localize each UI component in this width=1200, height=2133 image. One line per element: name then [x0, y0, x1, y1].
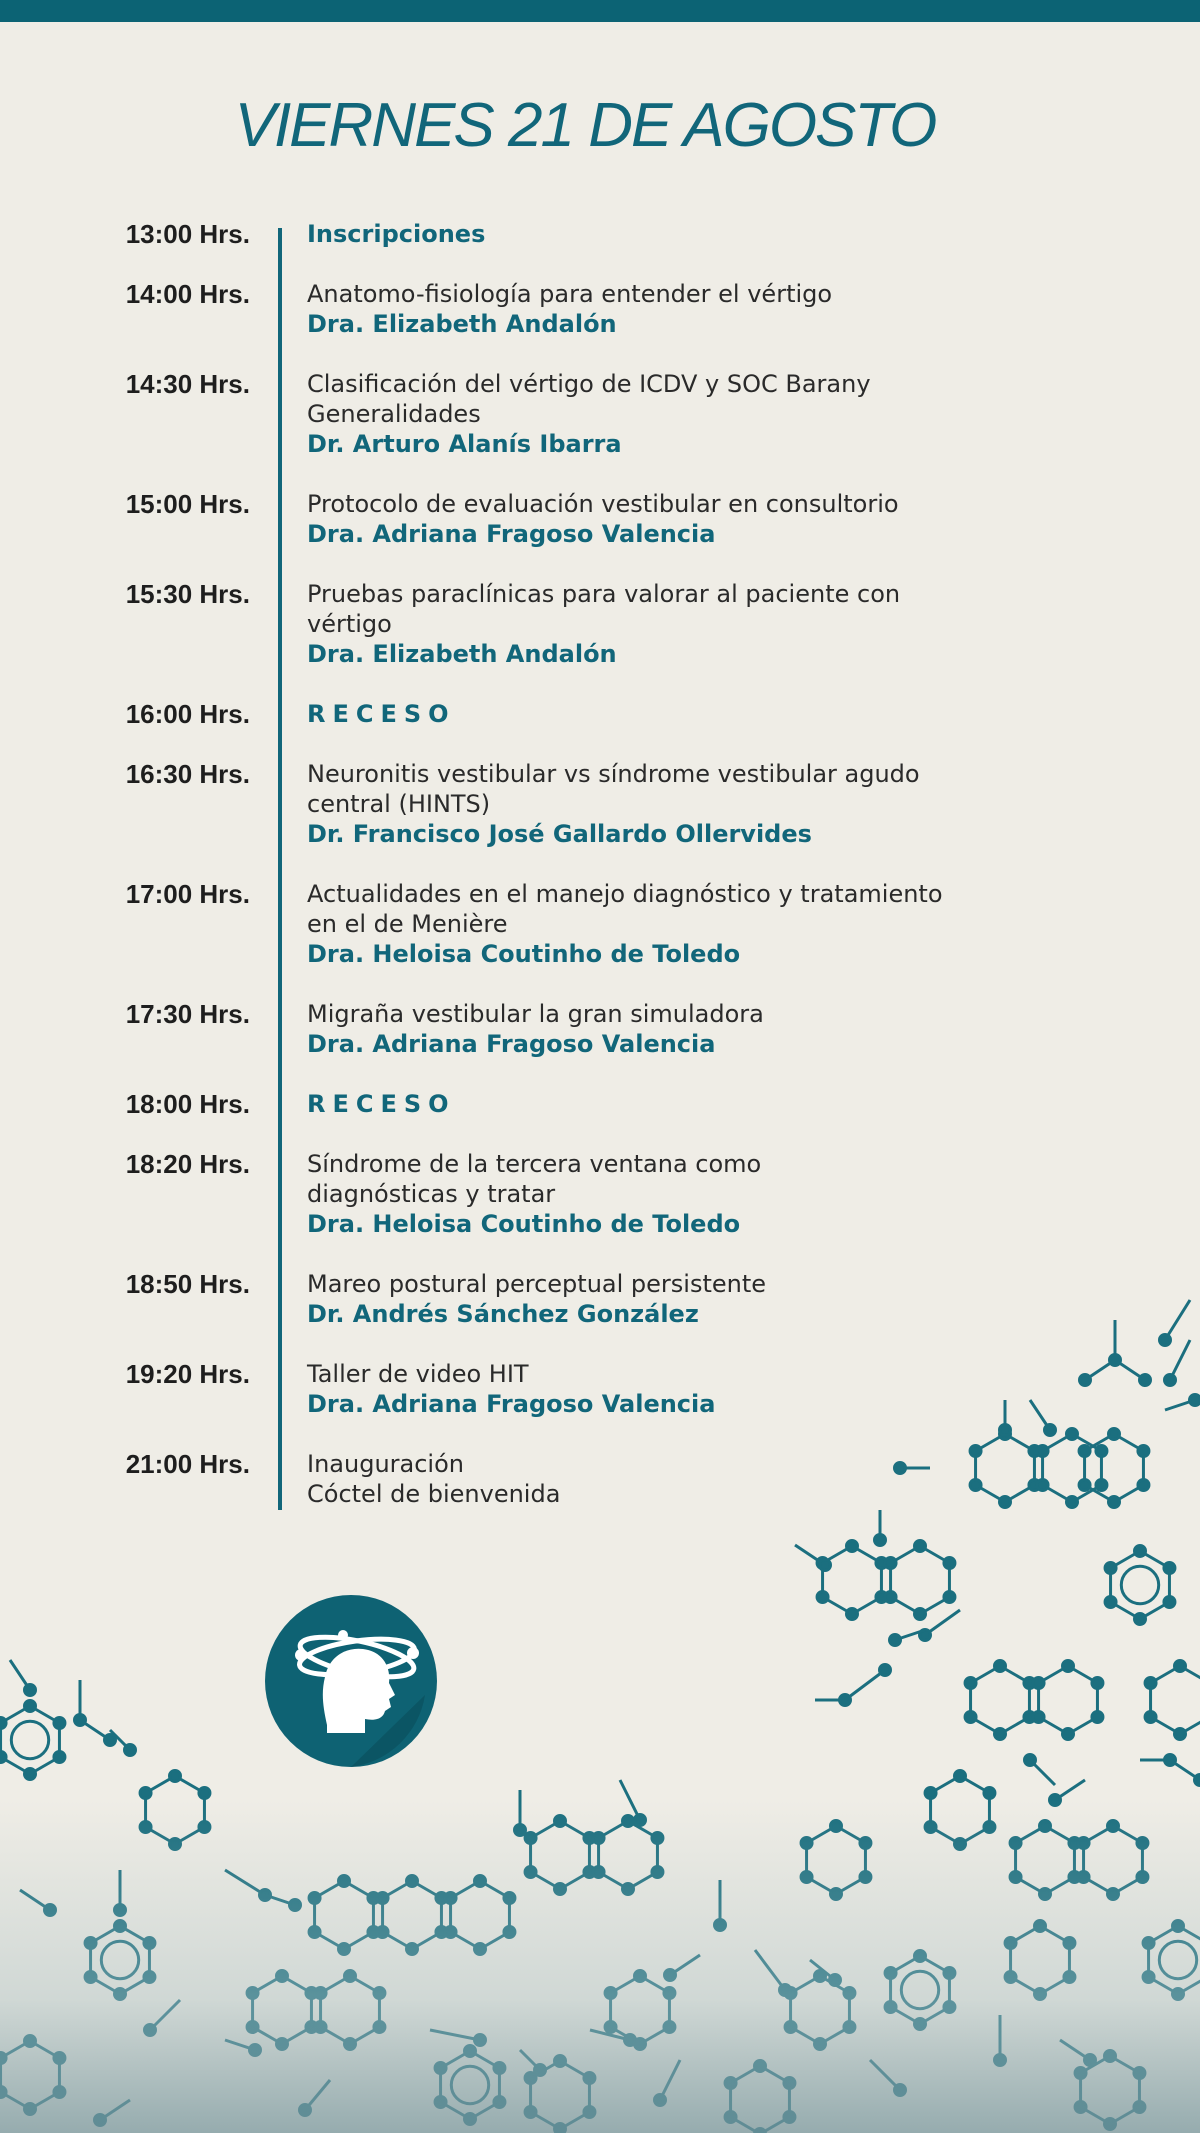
schedule-topic: diagnósticas y tratar: [307, 1180, 556, 1208]
receso-label: RECESO: [307, 700, 456, 728]
schedule-topic: Inauguración: [307, 1450, 464, 1478]
molecule-atom: [199, 1788, 210, 1799]
molecule-atom: [140, 1788, 151, 1799]
molecule-atom: [1092, 1678, 1103, 1689]
molecule-atom: [1092, 1712, 1103, 1723]
schedule-speaker: Dra. Heloisa Coutinho de Toledo: [307, 940, 741, 968]
schedule-time: 18:00 Hrs.: [125, 1089, 250, 1119]
schedule-item: [307, 1149, 1167, 1239]
schedule-time: 13:00 Hrs.: [125, 219, 250, 249]
molecule-atom: [915, 1609, 926, 1620]
molecule-atom: [965, 1678, 976, 1689]
molecule-atom: [885, 1558, 896, 1569]
molecule-atom: [25, 1685, 36, 1696]
schedule-time: 16:30 Hrs.: [125, 759, 250, 789]
schedule-topic: Mareo postural perceptual persistente: [307, 1270, 767, 1298]
schedule-topic: Actualidades en el manejo diagnóstico y tratamiento: [307, 880, 943, 908]
molecule-atom: [1164, 1563, 1175, 1574]
molecule-atom: [1025, 1755, 1036, 1766]
molecule-atom: [1145, 1712, 1156, 1723]
molecule-atom: [1033, 1678, 1044, 1689]
molecule-atom: [847, 1609, 858, 1620]
molecule-atom: [25, 1769, 36, 1780]
schedule-topic: Síndrome de la tercera ventana como: [307, 1150, 762, 1178]
schedule-item: [307, 489, 1167, 549]
molecule-atom: [995, 1661, 1006, 1672]
molecule-atom: [817, 1592, 828, 1603]
molecule-atom: [1135, 1614, 1146, 1625]
schedule-item: [307, 219, 1167, 249]
schedule-time: 18:50 Hrs.: [125, 1269, 250, 1299]
molecule-inner-ring: [11, 1721, 48, 1758]
molecule-atom: [25, 1701, 36, 1712]
schedule-topic: Generalidades: [307, 400, 481, 428]
schedule-item: [307, 1269, 1167, 1329]
timeline-divider: [278, 228, 282, 1510]
molecule-atom: [1033, 1712, 1044, 1723]
schedule-topic: Taller de video HIT: [307, 1360, 529, 1388]
molecule-atom: [984, 1788, 995, 1799]
schedule-speaker: Dr. Andrés Sánchez González: [307, 1300, 699, 1328]
molecule-atom: [944, 1558, 955, 1569]
schedule-time: 14:30 Hrs.: [125, 369, 250, 399]
molecule-atom: [890, 1635, 901, 1646]
schedule-speaker: Dra. Adriana Fragoso Valencia: [307, 1030, 716, 1058]
molecule-atom: [1175, 1729, 1186, 1740]
schedule-item: [307, 1089, 1167, 1119]
schedule-item: [307, 369, 1167, 459]
molecule-bond: [845, 1670, 885, 1700]
molecule-atom: [1175, 1661, 1186, 1672]
schedule-topic: central (HINTS): [307, 790, 491, 818]
molecule-atom: [1145, 1678, 1156, 1689]
schedule-speaker: Dr. Francisco José Gallardo Ollervides: [307, 820, 812, 848]
molecule-atom: [1105, 1597, 1116, 1608]
schedule-time: 17:30 Hrs.: [125, 999, 250, 1029]
schedule-topic: vértigo: [307, 610, 392, 638]
molecule-atom: [0, 1718, 6, 1729]
molecule-atom: [880, 1665, 891, 1676]
schedule-item: [307, 879, 1167, 969]
molecule-atom: [820, 1560, 831, 1571]
schedule-topic: Migraña vestibular la gran simuladora: [307, 1000, 764, 1028]
page-title: VIERNES 21 DE AGOSTO: [234, 91, 936, 160]
schedule-time: 16:00 Hrs.: [125, 699, 250, 729]
molecule-atom: [1063, 1661, 1074, 1672]
schedule-item: [307, 279, 1167, 339]
molecule-atom: [170, 1771, 181, 1782]
molecule-inner-ring: [1121, 1566, 1158, 1603]
schedule-time: 15:00 Hrs.: [125, 489, 250, 519]
molecule-atom: [1164, 1597, 1175, 1608]
schedule-item: [307, 999, 1167, 1059]
molecule-atom: [125, 1745, 136, 1756]
schedule-topic: Pruebas paraclínicas para valorar al paciente con: [307, 580, 901, 608]
molecule-atom: [0, 1752, 6, 1763]
schedule-topic: Clasificación del vértigo de ICDV y SOC Barany: [307, 370, 871, 398]
schedule-topic: Protocolo de evaluación vestibular en consultorio: [307, 490, 899, 518]
bottom-fade: [0, 1800, 1200, 2133]
schedule-time: 17:00 Hrs.: [125, 879, 250, 909]
schedule-time: 21:00 Hrs.: [125, 1449, 250, 1479]
molecule-atom: [995, 1729, 1006, 1740]
receso-label: RECESO: [307, 1090, 456, 1118]
schedule-speaker: Dra. Elizabeth Andalón: [307, 310, 617, 338]
molecule-atom: [944, 1592, 955, 1603]
schedule-speaker: Dra. Adriana Fragoso Valencia: [307, 1390, 716, 1418]
molecule-atom: [54, 1718, 65, 1729]
molecule-atom: [105, 1735, 116, 1746]
schedule-time: 14:00 Hrs.: [125, 279, 250, 309]
molecule-atom: [955, 1771, 966, 1782]
schedule-topic: Anatomo-fisiología para entender el vértigo: [307, 280, 833, 308]
schedule-topic: Neuronitis vestibular vs síndrome vestibular agudo: [307, 760, 920, 788]
molecule-atom: [1063, 1729, 1074, 1740]
molecule-atom: [925, 1788, 936, 1799]
schedule-time: 19:20 Hrs.: [125, 1359, 250, 1389]
schedule-speaker: Dra. Adriana Fragoso Valencia: [307, 520, 716, 548]
molecule-atom: [54, 1752, 65, 1763]
schedule-topic: en el de Menière: [307, 910, 508, 938]
schedule-speaker: Dra. Heloisa Coutinho de Toledo: [307, 1210, 741, 1238]
schedule-time: 18:20 Hrs.: [125, 1149, 250, 1179]
schedule-time: 15:30 Hrs.: [125, 579, 250, 609]
molecule-atom: [1105, 1563, 1116, 1574]
schedule-speaker: Dr. Arturo Alanís Ibarra: [307, 430, 622, 458]
molecule-atom: [885, 1592, 896, 1603]
schedule-topic: Cóctel de bienvenida: [307, 1480, 561, 1508]
schedule-item: [307, 1449, 1167, 1509]
vestibular-head-logo-icon: [265, 1595, 437, 1767]
molecule-atom: [1195, 1775, 1200, 1786]
schedule-item: [307, 1359, 1167, 1419]
schedule-item: [307, 759, 1167, 849]
schedule-speaker: Dra. Elizabeth Andalón: [307, 640, 617, 668]
schedule-item: [307, 699, 1167, 729]
schedule-item: [307, 579, 1167, 669]
schedule-special: Inscripciones: [307, 220, 486, 248]
molecule-atom: [965, 1712, 976, 1723]
